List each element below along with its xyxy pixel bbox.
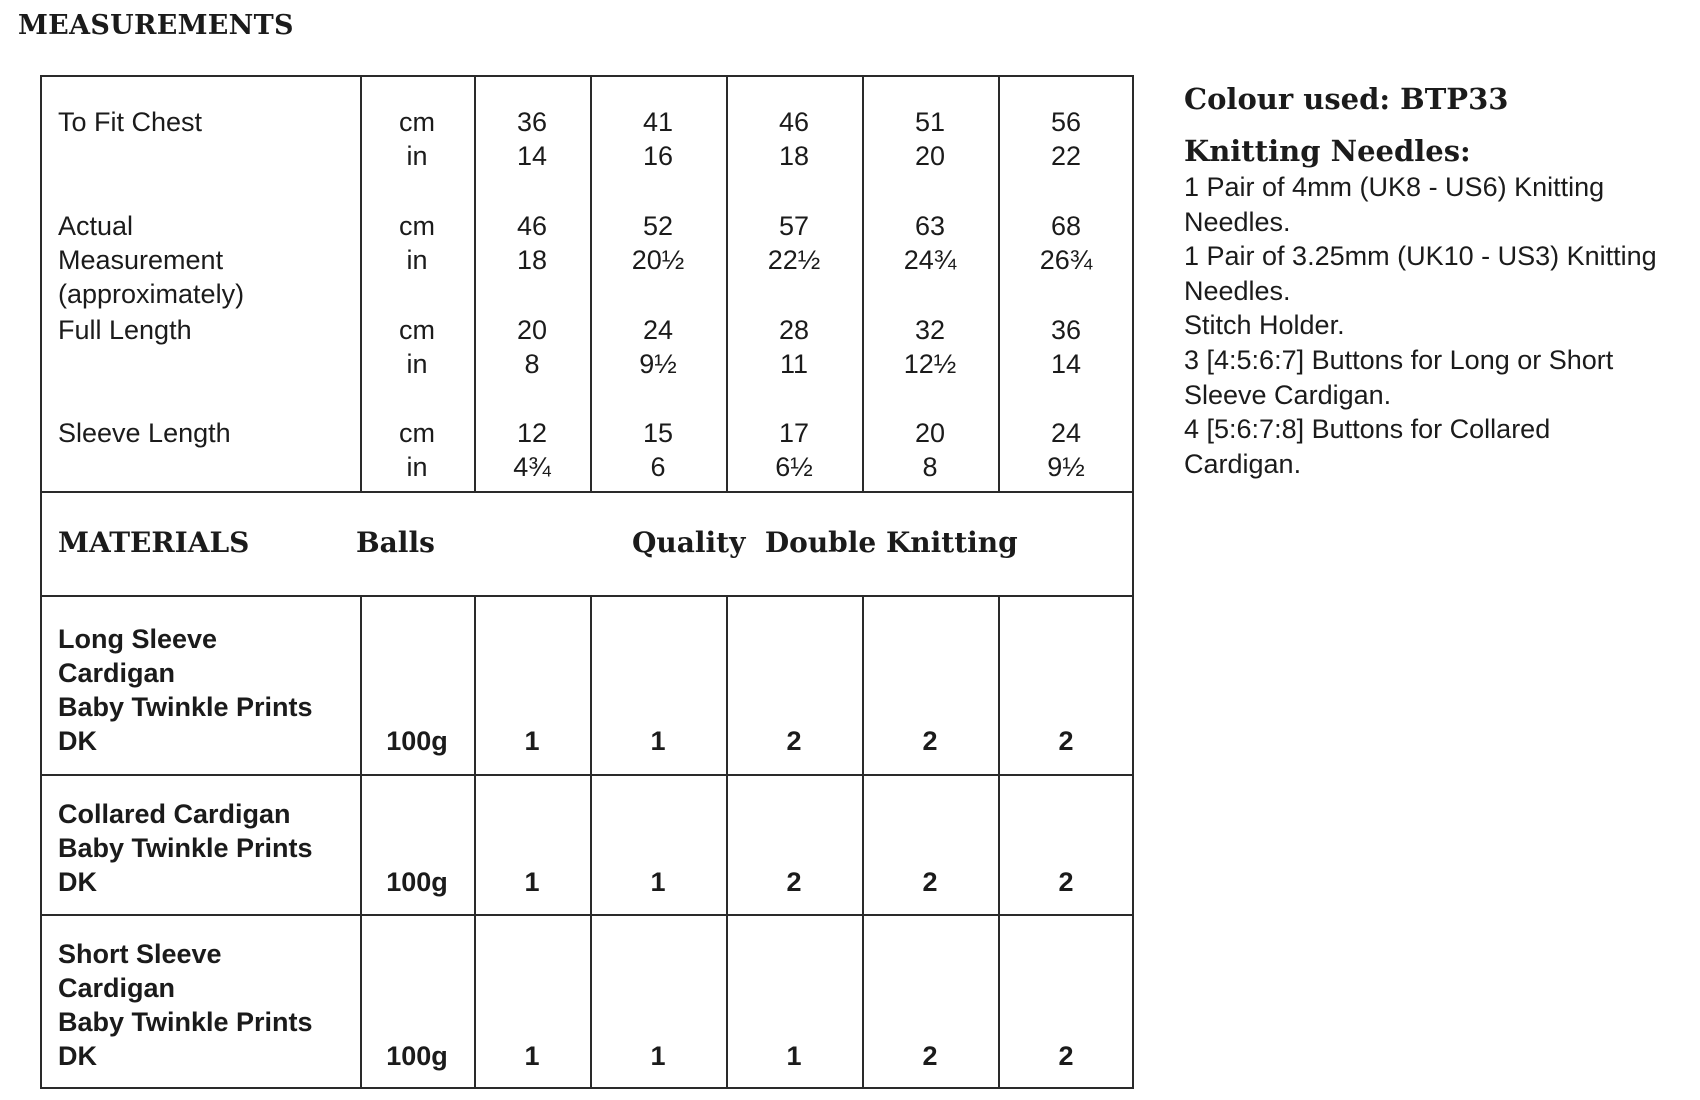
- materials-title: MATERIALS: [58, 526, 250, 559]
- measurement-value: 68 26¾: [1039, 211, 1093, 275]
- row-divider: [42, 491, 1132, 493]
- measurement-value: 36 14: [1050, 315, 1082, 379]
- measurement-label: Sleeve Length: [58, 418, 231, 448]
- measurement-value: 57 22½: [767, 211, 821, 275]
- ball-count: 1: [524, 867, 540, 897]
- unit-cell: cm in: [399, 418, 435, 482]
- ball-count: 1: [524, 1041, 540, 1071]
- ball-count: 2: [786, 867, 802, 897]
- measurement-label: Actual Measurement (approximately): [58, 211, 245, 309]
- quality-label: Quality Double Knitting: [632, 526, 1018, 559]
- measurement-value: 46 18: [778, 107, 810, 171]
- ball-count: 1: [786, 1041, 802, 1071]
- column-divider: [590, 595, 592, 1087]
- needles-line: Needles.: [1184, 206, 1291, 237]
- balls-label: Balls: [356, 526, 435, 559]
- measurement-value: 24 9½: [639, 315, 677, 379]
- needles-list: [1184, 170, 1694, 481]
- column-divider: [862, 595, 864, 1087]
- column-divider: [998, 595, 1000, 1087]
- ball-count: 1: [650, 726, 666, 756]
- measurement-value: 46 18: [516, 211, 548, 275]
- ball-count: 1: [650, 1041, 666, 1071]
- row-divider: [42, 774, 1132, 776]
- page-heading: MEASUREMENTS: [18, 10, 294, 41]
- measurement-value: 63 24¾: [903, 211, 957, 275]
- material-label: Short Sleeve Cardigan Baby Twinkle Prints DK: [58, 939, 313, 1071]
- ball-count: 1: [650, 867, 666, 897]
- colour-used: Colour used: BTP33: [1184, 82, 1509, 116]
- unit-cell: cm in: [399, 315, 435, 379]
- column-divider: [360, 595, 362, 1087]
- unit-cell: cm in: [399, 107, 435, 171]
- measurement-value: 12 4¾: [513, 418, 551, 482]
- needles-line: 1 Pair of 3.25mm (UK10 - US3) Knitting: [1184, 241, 1657, 272]
- ball-count: 1: [524, 726, 540, 756]
- measurement-value: 20 8: [516, 315, 548, 379]
- ball-count: 2: [922, 1041, 938, 1071]
- ball-count: 2: [922, 867, 938, 897]
- needles-line: 4 [5:6:7:8] Buttons for Collared: [1184, 414, 1551, 445]
- ball-count: 2: [1058, 726, 1074, 756]
- row-divider: [42, 595, 1132, 597]
- measurement-value: 36 14: [516, 107, 548, 171]
- needles-line: Cardigan.: [1184, 448, 1302, 479]
- measurement-value: 52 20½: [631, 211, 685, 275]
- ball-weight: 100g: [386, 1041, 448, 1071]
- column-divider: [726, 595, 728, 1087]
- needles-line: 1 Pair of 4mm (UK8 - US6) Knitting: [1184, 172, 1605, 202]
- needles-line: Sleeve Cardigan.: [1184, 379, 1392, 410]
- ball-count: 2: [1058, 1041, 1074, 1071]
- column-divider: [474, 595, 476, 1087]
- needles-line: Stitch Holder.: [1184, 310, 1345, 341]
- side-notes: [1184, 80, 1694, 481]
- unit-cell: cm in: [399, 211, 435, 275]
- measurement-label: To Fit Chest: [58, 107, 203, 137]
- measurement-label: Full Length: [58, 315, 192, 345]
- measurement-value: 28 11: [778, 315, 810, 379]
- measurement-value: 24 9½: [1047, 418, 1085, 482]
- measurement-value: 41 16: [642, 107, 674, 171]
- row-divider: [42, 914, 1132, 916]
- material-label: Long Sleeve Cardigan Baby Twinkle Prints DK: [58, 624, 313, 756]
- material-label: Collared Cardigan Baby Twinkle Prints DK: [58, 799, 313, 897]
- ball-weight: 100g: [386, 726, 448, 756]
- measurement-value: 51 20: [914, 107, 946, 171]
- ball-weight: 100g: [386, 867, 448, 897]
- needles-line: Needles.: [1184, 275, 1291, 306]
- measurement-value: 56 22: [1050, 107, 1082, 171]
- measurements-table: [40, 75, 1134, 1089]
- measurement-value: 17 6½: [775, 418, 813, 482]
- needles-line: 3 [4:5:6:7] Buttons for Long or Short: [1184, 344, 1614, 375]
- ball-count: 2: [786, 726, 802, 756]
- needles-title: Knitting Needles:: [1184, 134, 1471, 168]
- measurement-value: 20 8: [914, 418, 946, 482]
- ball-count: 2: [1058, 867, 1074, 897]
- measurement-value: 15 6: [642, 418, 674, 482]
- ball-count: 2: [922, 726, 938, 756]
- measurement-value: 32 12½: [903, 315, 957, 379]
